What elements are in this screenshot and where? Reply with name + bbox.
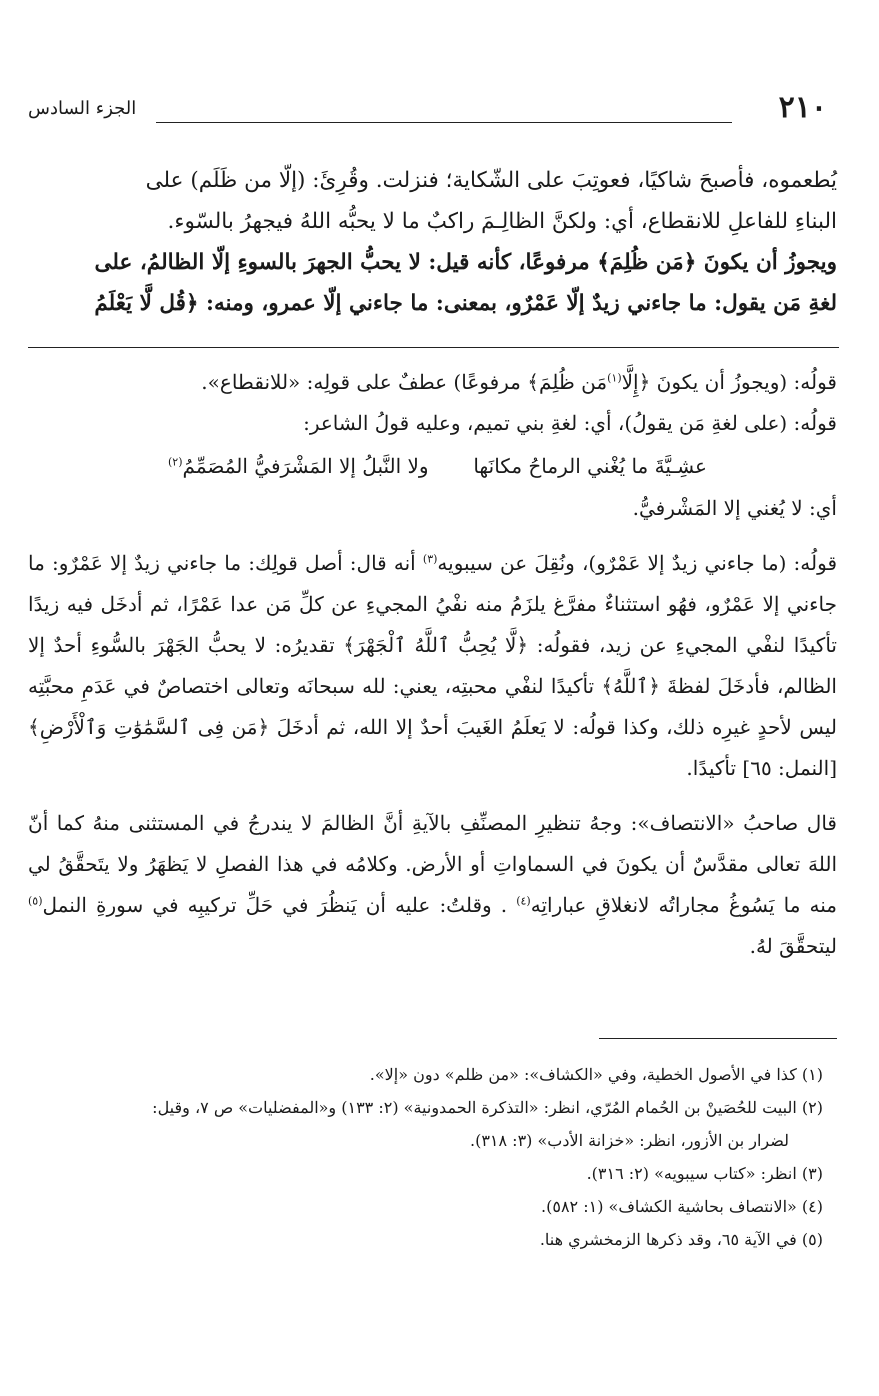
main-text-line: البناءِ للفاعلِ للانقطاع، أي: ولكنَّ الظالِـمَ راكبٌ ما لا يحبُّه اللهُ فيجهرُ بالسّوء. <box>167 209 837 234</box>
commentary-paragraph <box>28 803 837 967</box>
commentary-text: أنه قال: أصل قولِك: ما جاءني زيدٌ إلا عَمْرٌو: ما جاءني إلا عَمْرٌو، فهُو استثناءٌ مفرَّغ يلزَمُ منه نفْيُ المجيءِ عن كلِّ مَن عدا عَمْرًا، ثم أدخَل فيه زيدًا تأكيدًا لنفْي المجيءِ عن زيد، فقولُه: ﴿لَّا يُحِبُّ ٱللَّهُ ٱلْجَهْرَ﴾ تقديرُه: لا يحبُّ الجَهْرَ بالسُّوءِ أحدٌ إلا الظالم، فأدخَلَ لفظةَ ﴿ٱللَّهُ﴾ تأكيدًا لنفْي محبتِه، يعني: لله سبحانَه وتعالى اختصاصٌ في عَدَمِ محبَّتِه ليس لأحدٍ غيرِه ذلك، وكذا قولُه: لا يَعلَمُ الغَيبَ أحدٌ إلا الله، ثم أدخَلَ ﴿مَن فِى ٱلسَّمَٰوَٰتِ وَٱلْأَرْضِ﴾ [النمل: ٦٥] تأكيدًا. <box>28 551 837 780</box>
footnote-divider <box>599 1038 837 1039</box>
commentary-text: مَن ظُلِمَ﴾ مرفوعًا) عطفٌ على قولِه: «للانقطاع». <box>201 370 608 394</box>
footnote: (١) كذا في الأصول الخطية، وفي «الكشاف»: «من ظلم» دون «إلا». <box>369 1065 823 1084</box>
main-text-block <box>28 160 837 324</box>
commentary-text: ليتحقَّقَ لهُ. <box>749 934 837 958</box>
verse-text: ولا النَّبلُ إلا المَشْرَفيُّ المُصَمِّمُ <box>182 454 429 478</box>
footnote-marker: (٣) <box>422 552 438 566</box>
paragraph-gap <box>28 789 837 803</box>
main-text-line: لغةِ مَن يقول: ما جاءني زيدٌ إلّا عَمْرٌو، بمعنى: ما جاءني إلّا عمرو، ومنه: ﴿قُل لَّا يَعْلَمُ <box>94 291 837 316</box>
main-text-line: يُطعموه، فأصبحَ شاكيًا، فعوتِبَ على الشّكاية؛ فنزلت. وقُرِئَ: (إلّا من ظَلَم) على <box>145 168 837 193</box>
header-rule <box>156 122 732 123</box>
footnote: (٤) «الانتصاف بحاشية الكشاف» (١: ٥٨٢). <box>541 1197 823 1216</box>
verse-second-hemistich <box>168 444 429 488</box>
part-title: الجزء السادس <box>28 98 137 119</box>
poetry-verse <box>28 444 837 488</box>
footnote-continuation: لضرار بن الأزور، انظر: «خزانة الأدب» (٣: ٣١٨). <box>469 1131 789 1150</box>
commentary-block <box>28 362 837 967</box>
footnote: (٥) في الآية ٦٥، وقد ذكرها الزمخشري هنا. <box>539 1230 823 1249</box>
footnote: (٣) انظر: «كتاب سيبويه» (٢: ٣١٦). <box>586 1164 823 1183</box>
commentary-paragraph: أي: لا يُغني إلا المَشْرفيُّ. <box>632 496 837 520</box>
page-header <box>28 88 827 136</box>
footnote-marker: (٥) <box>28 894 43 908</box>
commentary-paragraph <box>28 362 837 403</box>
commentary-text: قال صاحبُ «الانتصاف»: وجهُ تنظيرِ المصنِّفِ بالآيةِ أنَّ الظالمَ لا يندرجُ في المستثنى منهُ كما أنّ اللهَ تعالى مقدَّسٌ أن يكونَ في السماواتِ أو الأرض. وكلامُه في هذا الفصلِ لا يَظهَرُ ولا يتَحقَّقُ لي منه ما يَسُوغُ مجاراتُه لانغلاقِ عباراتِه <box>28 811 837 917</box>
commentary-paragraph <box>28 543 837 789</box>
commentary-text: قولُه: (ويجوزُ أن يكونَ ﴿إِلَّا <box>621 370 837 394</box>
paragraph-gap <box>28 529 837 543</box>
footnote-marker: (٢) <box>168 455 183 469</box>
page-number: ٢١٠ <box>778 90 827 125</box>
footnote-marker: (٤) <box>516 894 531 908</box>
main-text-divider <box>28 347 839 348</box>
verse-first-hemistich: عشِـيَّةَ ما يُغْني الرماحُ مكانَها <box>473 454 707 478</box>
commentary-paragraph: قولُه: (على لغةِ مَن يقولُ)، أي: لغةِ بني تميم، وعليه قولُ الشاعر: <box>303 411 837 435</box>
commentary-text: . وقلتُ: عليه أن يَنظُرَ في حَلِّ تركيبِه في سورةِ النمل <box>42 893 517 917</box>
footnote: (٢) البيت للحُصَينْ بن الحُمام المُرّي، انظر: «التذكرة الحمدونية» (٢: ١٣٣) و«المفضليات» ص ٧، وقيل: <box>152 1098 823 1117</box>
footnote-marker: (١) <box>607 371 622 385</box>
commentary-text: قولُه: (ما جاءني زيدٌ إلا عَمْرٌو)، ونُقِلَ عن سيبويه <box>437 551 838 575</box>
footnotes-block <box>28 1058 823 1256</box>
main-text-line: ويجوزُ أن يكونَ ﴿مَن ظُلِمَ﴾ مرفوعًا، كأنه قيل: لا يحبُّ الجهرَ بالسوءِ إلّا الظالمُ، على <box>94 250 837 275</box>
